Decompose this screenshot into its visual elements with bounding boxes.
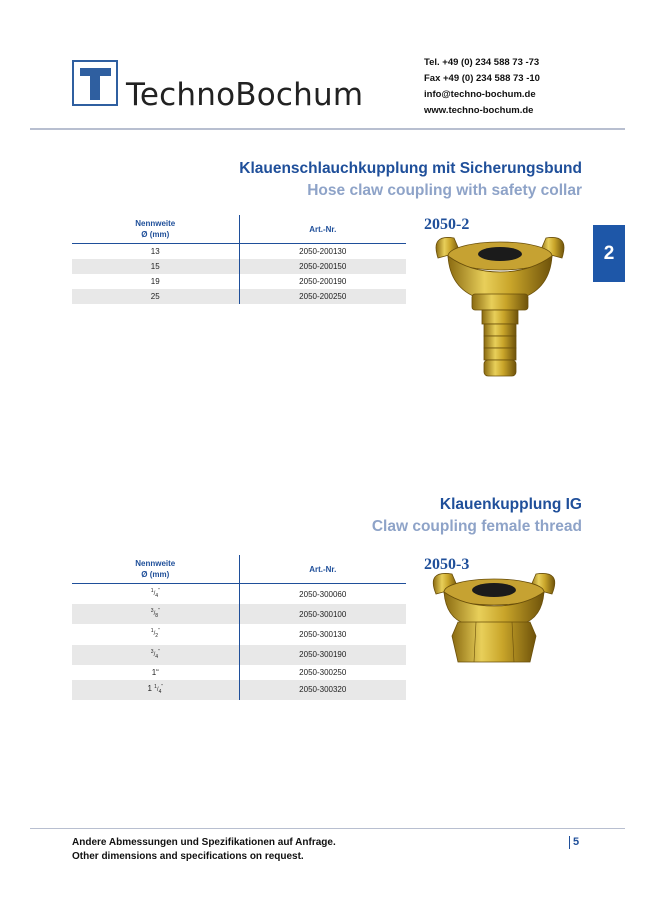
cell-art: 2050-300190 (239, 645, 406, 665)
cell-size: $^1/_2^“$ (72, 624, 239, 644)
cell-size: 25 (72, 289, 239, 304)
col-nennweite-label: Nennweite (135, 219, 176, 228)
cell-art: 2050-300060 (299, 589, 347, 599)
cell-art: 2050-200190 (299, 277, 347, 286)
cell-art: 2050-200130 (299, 247, 347, 256)
table-row (72, 244, 406, 260)
product-1-code: 2050-2 (424, 216, 470, 233)
table-row (72, 624, 406, 644)
logo-mark (72, 60, 118, 106)
cell-art: 2050-300320 (239, 680, 406, 700)
table-row (72, 645, 406, 665)
brand-name: TechnoBochum (126, 77, 364, 113)
cell-art: 2050-200150 (239, 259, 406, 274)
cell-art: 2050-300130 (299, 629, 347, 639)
cell-art: 2050-200250 (239, 289, 406, 304)
footer-note (72, 836, 336, 864)
product-2-image (414, 566, 574, 676)
table-row (72, 259, 406, 274)
cell-size: $^3/_4^“$ (72, 645, 239, 665)
product-2-title-en: Claw coupling female thread (371, 518, 582, 535)
contact-fax: Fax +49 (0) 234 588 73 -10 (424, 73, 540, 84)
header-divider (30, 128, 625, 130)
table-row (72, 274, 406, 289)
cell-size: 13 (72, 244, 239, 260)
cell-size: 15 (72, 259, 239, 274)
product-1-image (420, 228, 580, 388)
footer-note-en: Other dimensions and specifications on request. (72, 851, 304, 862)
cell-size: $^3/_8^“$ (72, 604, 239, 624)
contact-web[interactable]: www.techno-bochum.de (424, 105, 534, 116)
cell-size: 1 $^1/_4^“$ (72, 680, 239, 700)
footer-note-de: Andere Abmessungen und Spezifikationen auf Anfrage. (72, 837, 336, 848)
col-nennweite (72, 555, 239, 584)
cell-size: 1“ (72, 665, 239, 680)
contact-tel: Tel. +49 (0) 234 588 73 -73 (424, 57, 540, 68)
col-art-nr: Art.-Nr. (309, 224, 337, 234)
contact-email[interactable]: info@techno-bochum.de (424, 89, 536, 100)
table-row (72, 584, 406, 605)
table-row (72, 680, 406, 700)
col-art-nr: Art.-Nr. (309, 564, 337, 574)
product-1-title-en: Hose claw coupling with safety collar (307, 182, 582, 199)
product-2-table (72, 555, 406, 700)
cell-art: 2050-300100 (239, 604, 406, 624)
cell-size: $^1/_4^“$ (72, 584, 239, 605)
table-row (72, 289, 406, 304)
product-1-title-de: Klauenschlauchkupplung mit Sicherungsbund (239, 160, 582, 177)
table-row (72, 604, 406, 624)
col-nennweite-unit: Ø (mm) (141, 230, 170, 239)
col-nennweite-label: Nennweite (135, 559, 176, 568)
product-2-title-de: Klauenkupplung IG (439, 496, 582, 513)
product-2-code: 2050-3 (424, 556, 470, 573)
product-1-table (72, 215, 406, 304)
section-tab: 2 (593, 225, 625, 282)
col-nennweite-unit: Ø (mm) (141, 570, 170, 579)
table-row (72, 665, 406, 680)
cell-art: 2050-300250 (299, 667, 347, 677)
contact-block (424, 55, 540, 119)
col-nennweite (72, 215, 239, 244)
cell-size: 19 (72, 274, 239, 289)
footer-divider (30, 828, 625, 829)
page-number: 5 (569, 836, 579, 849)
